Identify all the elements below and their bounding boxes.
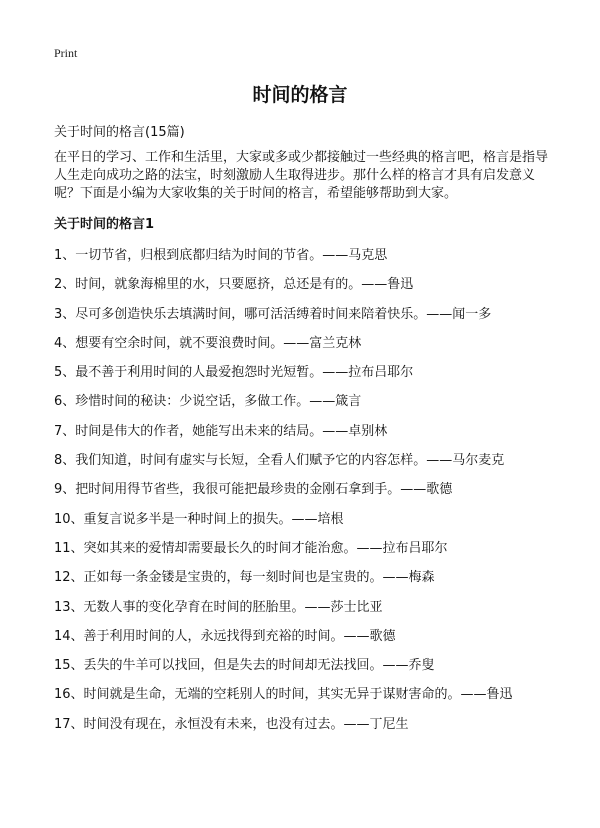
document-subtitle: 关于时间的格言(15篇) (54, 125, 185, 140)
quote-list (54, 246, 564, 744)
section-heading: 关于时间的格言1 (54, 217, 155, 232)
quote-item: 7、时间是伟大的作者，她能写出未来的结局。——卓别林 (54, 423, 388, 439)
quote-item: 4、想要有空余时间，就不要浪费时间。——富兰克林 (54, 335, 362, 351)
quote-item: 11、突如其来的爱情却需要最长久的时间才能治愈。——拉布吕耶尔 (54, 540, 448, 556)
print-link[interactable]: Print (54, 46, 78, 60)
quote-item: 15、丢失的牛羊可以找回，但是失去的时间却无法找回。——乔叟 (54, 658, 435, 674)
quote-item: 2、时间，就象海棉里的水，只要愿挤，总还是有的。——鲁迅 (54, 277, 414, 293)
quote-item: 16、时间就是生命，无端的空耗别人的时间，其实无异于谋财害命的。——鲁迅 (54, 687, 513, 703)
quote-item: 10、重复言说多半是一种时间上的损失。——培根 (54, 511, 344, 527)
quote-item: 12、正如每一条金镂是宝贵的，每一刻时间也是宝贵的。——梅森 (54, 570, 435, 586)
quote-item: 1、一切节省，归根到底都归结为时间的节省。——马克思 (54, 248, 388, 263)
quote-item: 6、珍惜时间的秘诀：少说空话，多做工作。——箴言 (54, 394, 362, 410)
quote-item: 3、尽可多创造快乐去填满时间，哪可活活缚着时间来陪着快乐。——闻一多 (54, 306, 492, 322)
quote-item: 8、我们知道，时间有虚实与长短，全看人们赋予它的内容怎样。——马尔麦克 (54, 453, 505, 469)
intro-paragraph: 在平日的学习、工作和生活里，大家或多或少都接触过一些经典的格言吧，格言是指导人生走向成功之路的法宝，时刻激励人生取得进步。那什么样的格言才具有启发意义呢？下面是小编为大家收集的关于时间的格言，希望能够帮助到大家。 (54, 150, 549, 201)
quote-item: 5、最不善于利用时间的人最爱抱怨时光短暂。——拉布吕耶尔 (54, 365, 414, 381)
quote-item: 9、把时间用得节省些，我很可能把最珍贵的金刚石拿到手。——歌德 (54, 482, 453, 498)
page-title: 时间的格言 (252, 84, 348, 106)
quote-item: 14、善于利用时间的人，永远找得到充裕的时间。——歌德 (54, 628, 396, 644)
quote-item: 17、时间没有现在，永恒没有未来，也没有过去。——丁尼生 (54, 716, 409, 732)
quote-item: 13、无数人事的变化孕育在时间的胚胎里。——莎士比亚 (54, 599, 383, 615)
